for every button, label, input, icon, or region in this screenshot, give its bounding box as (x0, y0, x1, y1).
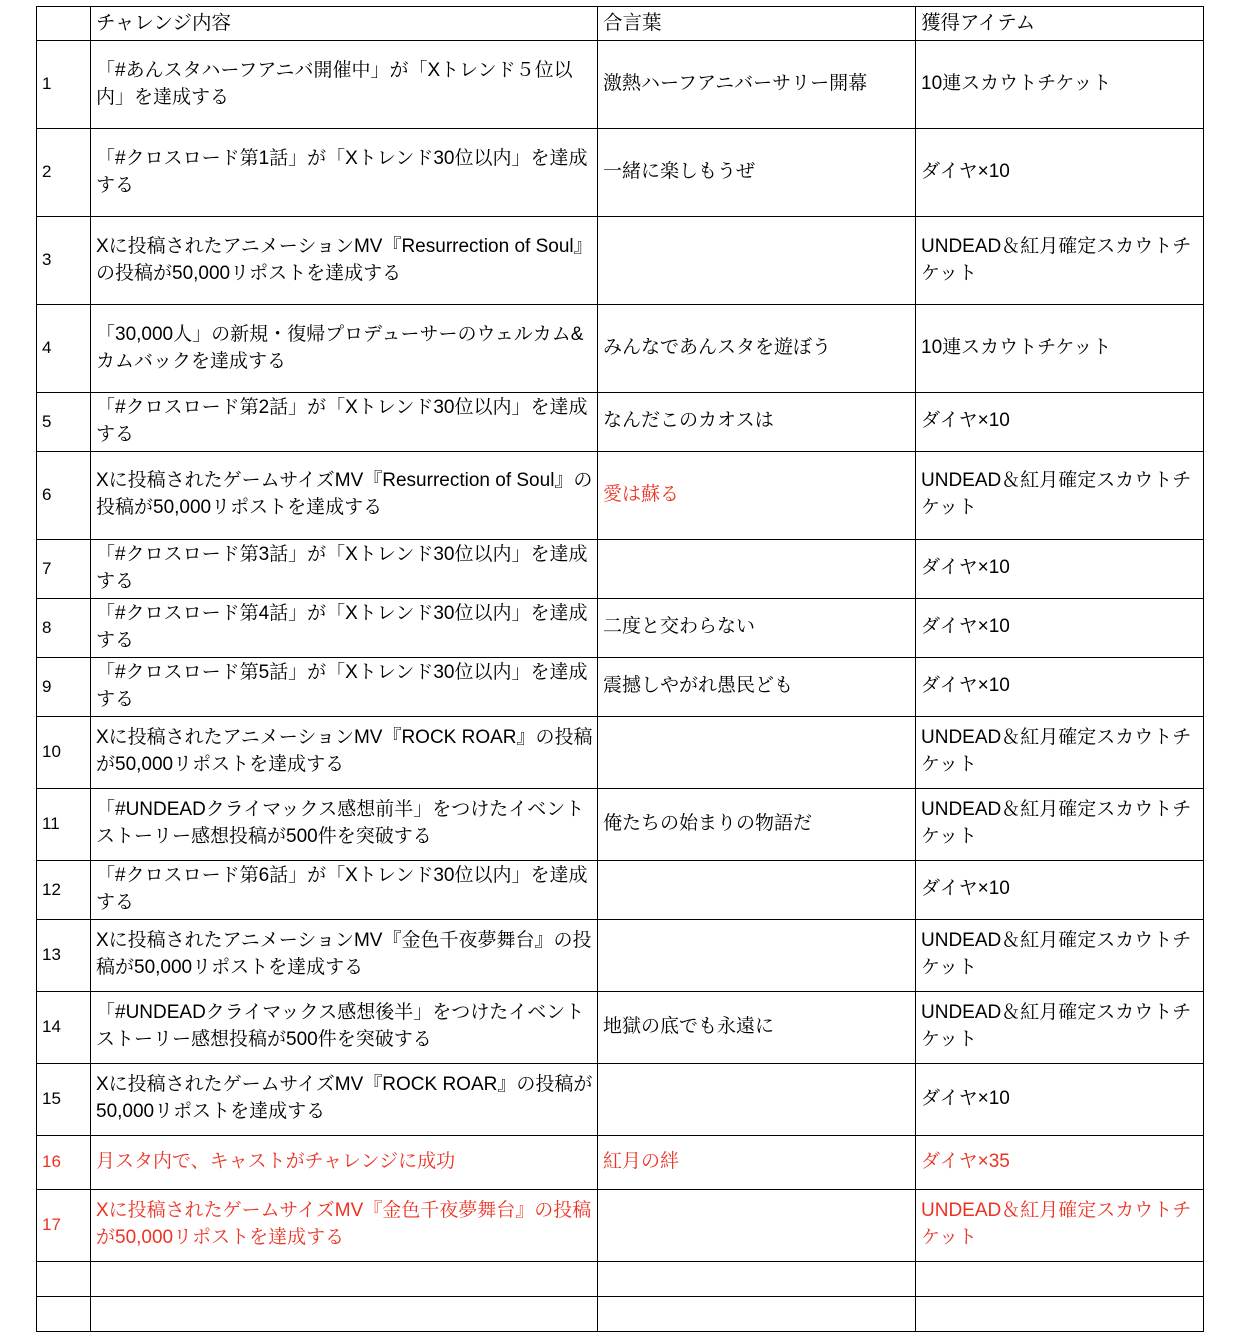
table-row (37, 305, 1204, 393)
cell-row-number: 3 (37, 217, 91, 305)
cell-challenge-content (91, 1296, 598, 1331)
cell-password (598, 1296, 916, 1331)
cell-password: 紅月の絆 (598, 1135, 916, 1189)
table-row (37, 788, 1204, 860)
cell-challenge-content: 「#クロスロード第3話」が「Xトレンド30位以内」を達成する (91, 539, 598, 598)
cell-row-number: 16 (37, 1135, 91, 1189)
cell-reward-item: ダイヤ×10 (916, 539, 1204, 598)
cell-reward-item: UNDEAD＆紅月確定スカウトチケット (916, 919, 1204, 991)
column-header-item: 獲得アイテム (916, 7, 1204, 41)
cell-reward-item: UNDEAD＆紅月確定スカウトチケット (916, 217, 1204, 305)
cell-row-number: 4 (37, 305, 91, 393)
cell-row-number: 1 (37, 41, 91, 129)
cell-password: なんだこのカオスは (598, 393, 916, 452)
cell-row-number: 2 (37, 129, 91, 217)
cell-row-number: 14 (37, 991, 91, 1063)
cell-challenge-content (91, 1261, 598, 1296)
cell-password: 愛は蘇る (598, 451, 916, 539)
cell-password (598, 1189, 916, 1261)
cell-reward-item: 10連スカウトチケット (916, 41, 1204, 129)
table-row (37, 860, 1204, 919)
challenge-table (36, 6, 1204, 1332)
cell-challenge-content: 「#UNDEADクライマックス感想後半」をつけたイベントストーリー感想投稿が500件を突破する (91, 991, 598, 1063)
cell-row-number: 6 (37, 451, 91, 539)
table-header (37, 7, 1204, 41)
table-row (37, 919, 1204, 991)
cell-password: 地獄の底でも永遠に (598, 991, 916, 1063)
table-row (37, 1135, 1204, 1189)
cell-password: みんなであんスタを遊ぼう (598, 305, 916, 393)
cell-challenge-content: 「30,000人」の新規・復帰プロデューサーのウェルカム&カムバックを達成する (91, 305, 598, 393)
cell-row-number: 11 (37, 788, 91, 860)
table-row (37, 991, 1204, 1063)
cell-challenge-content: Xに投稿されたゲームサイズMV『ROCK ROAR』の投稿が50,000リポストを達成する (91, 1063, 598, 1135)
cell-challenge-content: Xに投稿されたゲームサイズMV『Resurrection of Soul』の投稿が50,000リポストを達成する (91, 451, 598, 539)
cell-reward-item: ダイヤ×35 (916, 1135, 1204, 1189)
cell-reward-item: 10連スカウトチケット (916, 305, 1204, 393)
cell-password: 一緒に楽しもうぜ (598, 129, 916, 217)
table-row (37, 217, 1204, 305)
cell-password (598, 1261, 916, 1296)
cell-password: 震撼しやがれ愚民ども (598, 657, 916, 716)
cell-reward-item: UNDEAD＆紅月確定スカウトチケット (916, 1189, 1204, 1261)
table-row (37, 1063, 1204, 1135)
cell-row-number: 8 (37, 598, 91, 657)
cell-password (598, 217, 916, 305)
table-row (37, 716, 1204, 788)
header-row (37, 7, 1204, 41)
cell-password (598, 919, 916, 991)
table-row (37, 41, 1204, 129)
cell-challenge-content: 月スタ内で、キャストがチャレンジに成功 (91, 1135, 598, 1189)
cell-reward-item: ダイヤ×10 (916, 393, 1204, 452)
cell-row-number: 13 (37, 919, 91, 991)
cell-password: 激熱ハーフアニバーサリー開幕 (598, 41, 916, 129)
cell-row-number: 5 (37, 393, 91, 452)
cell-row-number: 7 (37, 539, 91, 598)
cell-challenge-content: 「#クロスロード第5話」が「Xトレンド30位以内」を達成する (91, 657, 598, 716)
cell-row-number (37, 1296, 91, 1331)
table-row (37, 129, 1204, 217)
cell-row-number: 10 (37, 716, 91, 788)
cell-row-number: 15 (37, 1063, 91, 1135)
cell-challenge-content: Xに投稿されたアニメーションMV『金色千夜夢舞台』の投稿が50,000リポストを達成する (91, 919, 598, 991)
cell-challenge-content: Xに投稿されたゲームサイズMV『金色千夜夢舞台』の投稿が50,000リポストを達成する (91, 1189, 598, 1261)
table-row (37, 598, 1204, 657)
cell-row-number (37, 1261, 91, 1296)
cell-challenge-content: 「#あんスタハーフアニバ開催中」が「Xトレンド５位以内」を達成する (91, 41, 598, 129)
table-row (37, 451, 1204, 539)
cell-challenge-content: 「#クロスロード第2話」が「Xトレンド30位以内」を達成する (91, 393, 598, 452)
table-row (37, 1296, 1204, 1331)
cell-reward-item: ダイヤ×10 (916, 598, 1204, 657)
column-header-word: 合言葉 (598, 7, 916, 41)
column-header-task: チャレンジ内容 (91, 7, 598, 41)
cell-challenge-content: 「#クロスロード第6話」が「Xトレンド30位以内」を達成する (91, 860, 598, 919)
cell-challenge-content: Xに投稿されたアニメーションMV『Resurrection of Soul』の投稿が50,000リポストを達成する (91, 217, 598, 305)
cell-reward-item: ダイヤ×10 (916, 657, 1204, 716)
cell-reward-item (916, 1296, 1204, 1331)
cell-challenge-content: 「#UNDEADクライマックス感想前半」をつけたイベントストーリー感想投稿が500件を突破する (91, 788, 598, 860)
cell-reward-item: UNDEAD＆紅月確定スカウトチケット (916, 788, 1204, 860)
cell-password (598, 1063, 916, 1135)
cell-reward-item: ダイヤ×10 (916, 129, 1204, 217)
table-row (37, 393, 1204, 452)
cell-challenge-content: 「#クロスロード第4話」が「Xトレンド30位以内」を達成する (91, 598, 598, 657)
cell-password (598, 716, 916, 788)
cell-reward-item: UNDEAD＆紅月確定スカウトチケット (916, 716, 1204, 788)
cell-row-number: 9 (37, 657, 91, 716)
cell-reward-item: UNDEAD＆紅月確定スカウトチケット (916, 991, 1204, 1063)
cell-challenge-content: 「#クロスロード第1話」が「Xトレンド30位以内」を達成する (91, 129, 598, 217)
table-row (37, 1189, 1204, 1261)
table-row (37, 1261, 1204, 1296)
table-row (37, 539, 1204, 598)
cell-reward-item (916, 1261, 1204, 1296)
cell-password (598, 539, 916, 598)
table-body (37, 41, 1204, 1332)
cell-password: 二度と交わらない (598, 598, 916, 657)
cell-reward-item: ダイヤ×10 (916, 860, 1204, 919)
table-row (37, 657, 1204, 716)
cell-challenge-content: Xに投稿されたアニメーションMV『ROCK ROAR』の投稿が50,000リポストを達成する (91, 716, 598, 788)
cell-reward-item: UNDEAD＆紅月確定スカウトチケット (916, 451, 1204, 539)
column-header-no (37, 7, 91, 41)
cell-row-number: 12 (37, 860, 91, 919)
cell-password (598, 860, 916, 919)
cell-password: 俺たちの始まりの物語だ (598, 788, 916, 860)
cell-reward-item: ダイヤ×10 (916, 1063, 1204, 1135)
cell-row-number: 17 (37, 1189, 91, 1261)
